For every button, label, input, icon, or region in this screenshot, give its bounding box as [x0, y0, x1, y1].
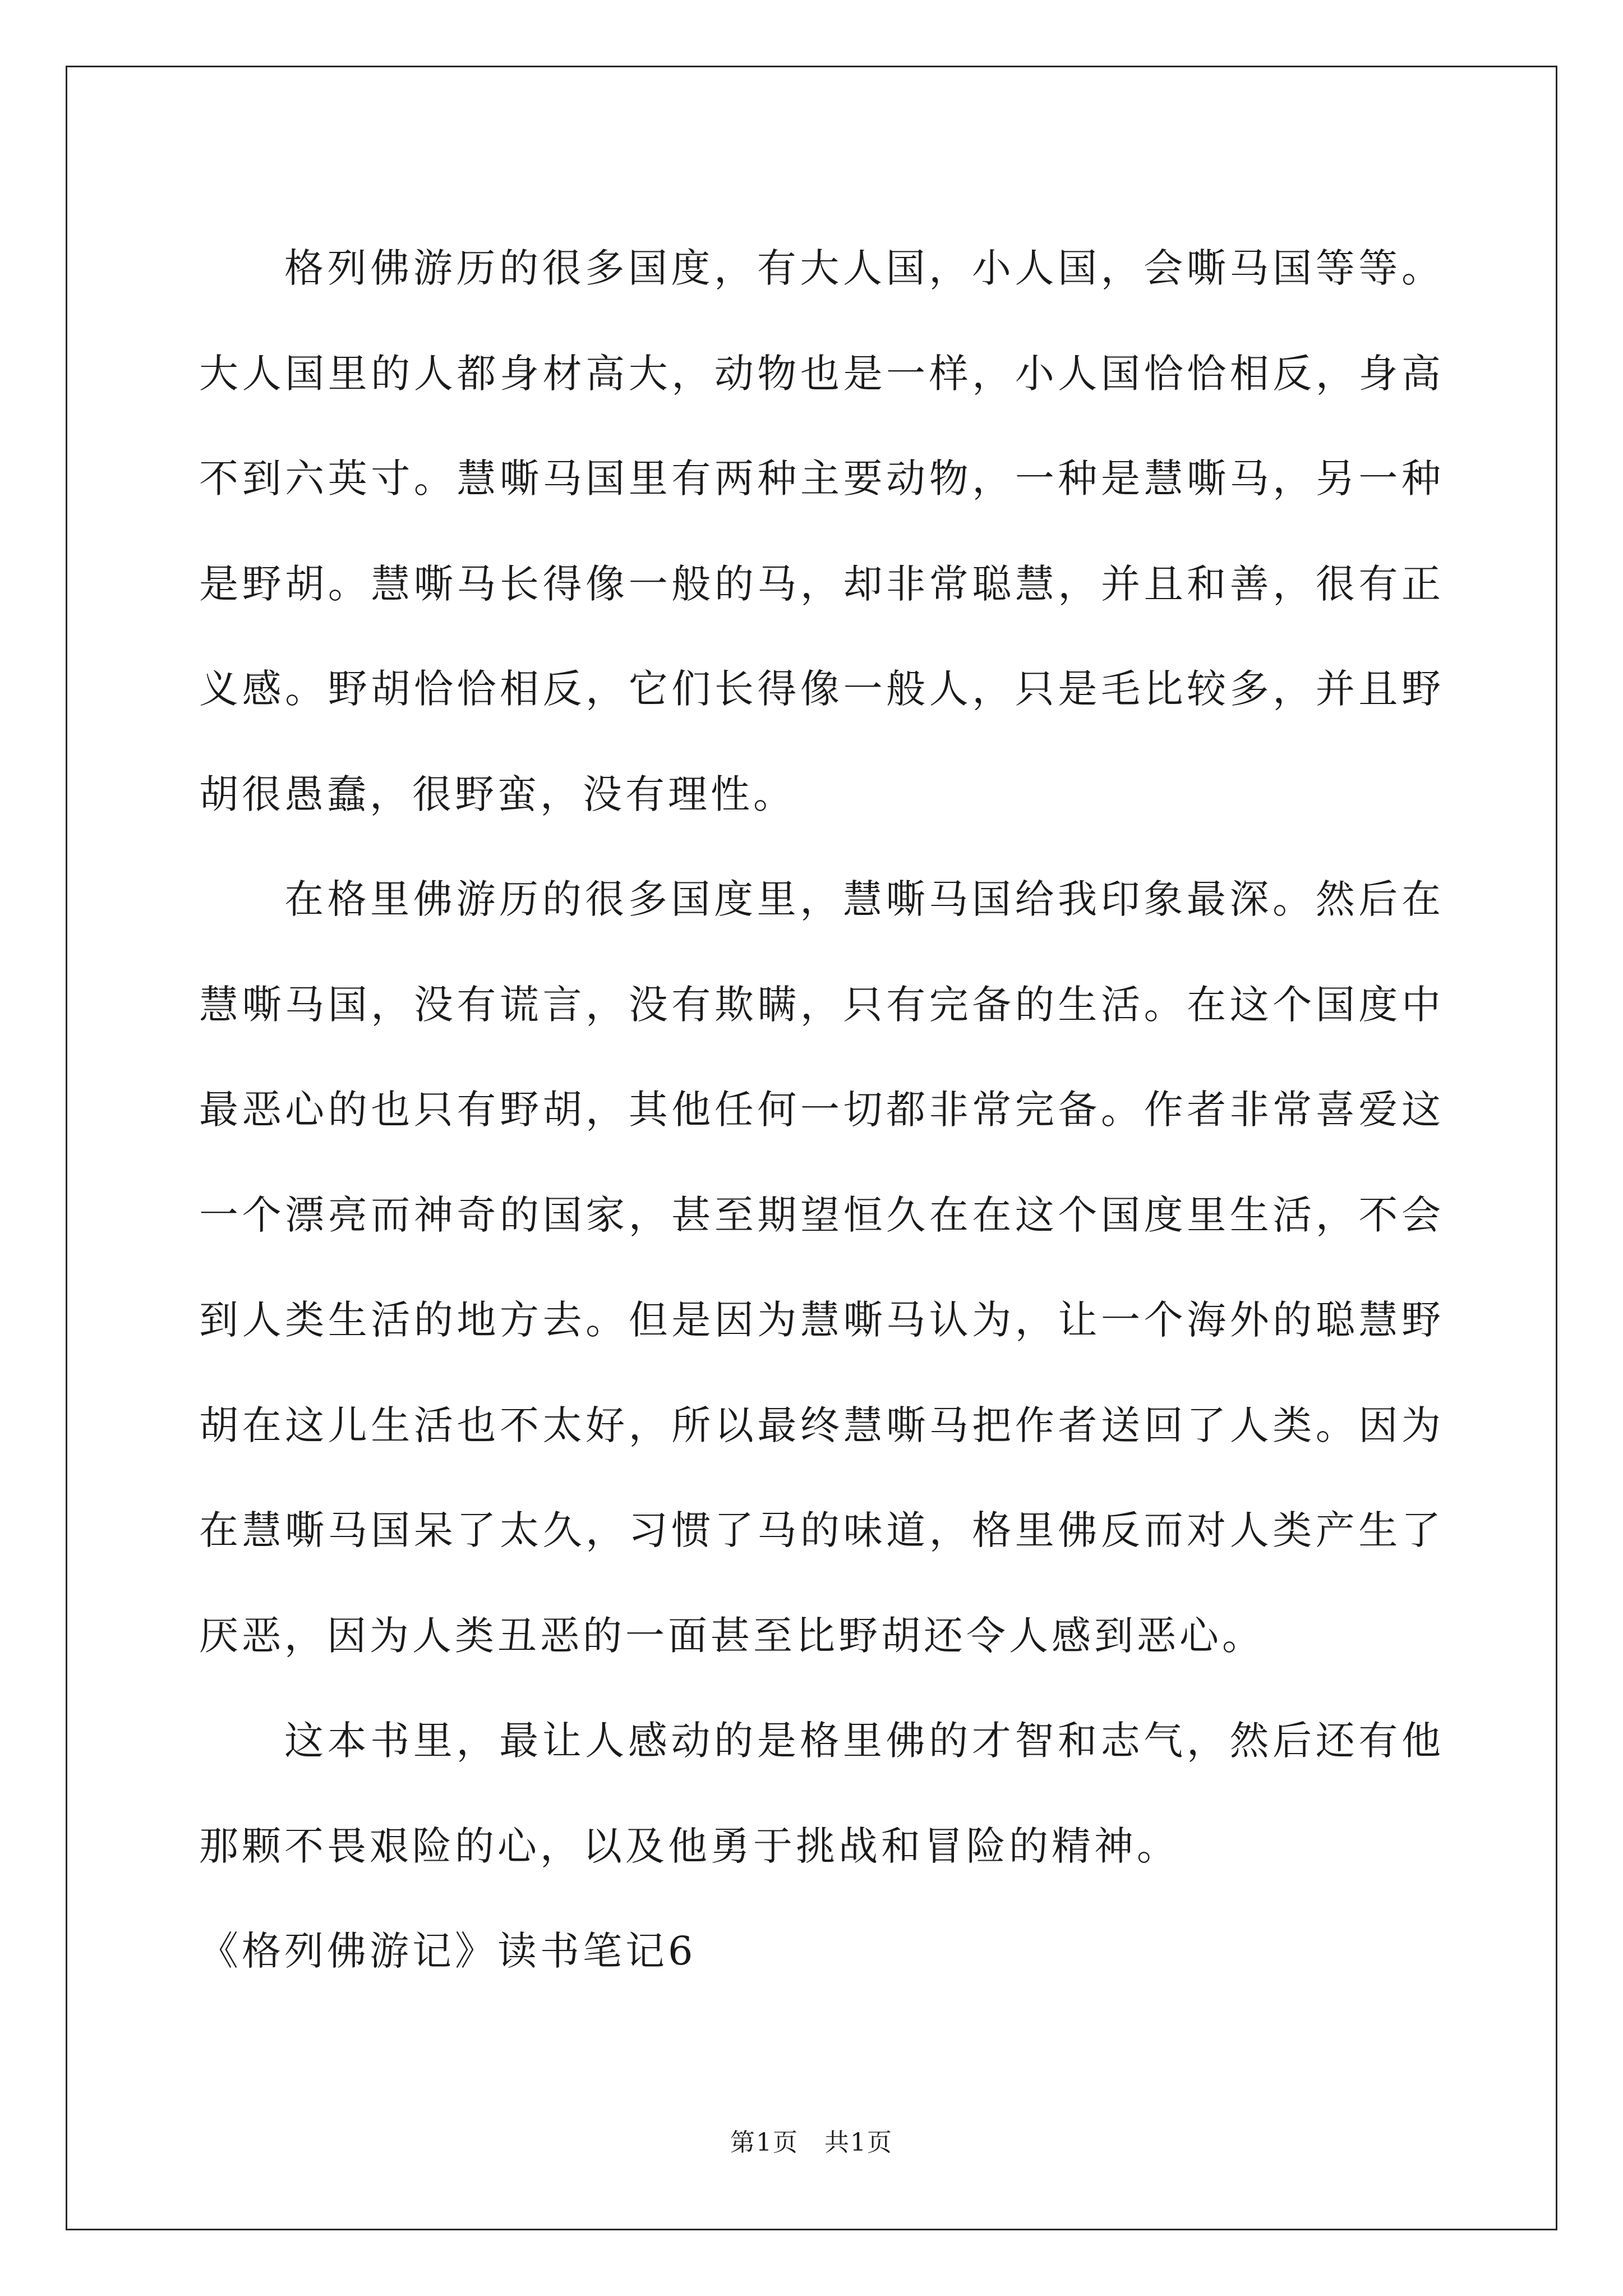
document-body — [199, 216, 1444, 2004]
page-footer: 第1页 共1页 — [730, 2128, 893, 2157]
paragraph-2: 在格里佛游历的很多国度里，慧嘶马国给我印象最深。然后在慧嘶马国，没有谎言，没有欺瞒，只有完备的生活。在这个国度中最恶心的也只有野胡，其他任何一切都非常完备。作者非常喜爱这一个漂亮而神奇的国家，甚至期望恒久在在这个国度里生活，不会到人类生活的地方去。但是因为慧嘶马认为，让一个海外的聪慧野胡在这儿生活也不太好，所以最终慧嘶马把作者送回了人类。因为在慧嘶马国呆了太久，习惯了马的味道，格里佛反而对人类产生了厌恶，因为人类丑恶的一面甚至比野胡还令人感到恶心。 — [199, 876, 1444, 1659]
next-section-title: 《格列佛游记》读书笔记6 — [199, 1928, 697, 1974]
paragraph-3: 这本书里，最让人感动的是格里佛的才智和志气，然后还有他那颗不畏艰险的心，以及他勇于挑战和冒险的精神。 — [199, 1718, 1444, 1869]
paragraph-1: 格列佛游历的很多国度，有大人国，小人国，会嘶马国等等。大人国里的人都身材高大，动物也是一样，小人国恰恰相反，身高不到六英寸。慧嘶马国里有两种主要动物，一种是慧嘶马，另一种是野胡。慧嘶马长得像一般的马，却非常聪慧，并且和善，很有正义感。野胡恰恰相反，它们长得像一般人，只是毛比较多，并且野胡很愚蠢，很野蛮，没有理性。 — [199, 245, 1444, 817]
